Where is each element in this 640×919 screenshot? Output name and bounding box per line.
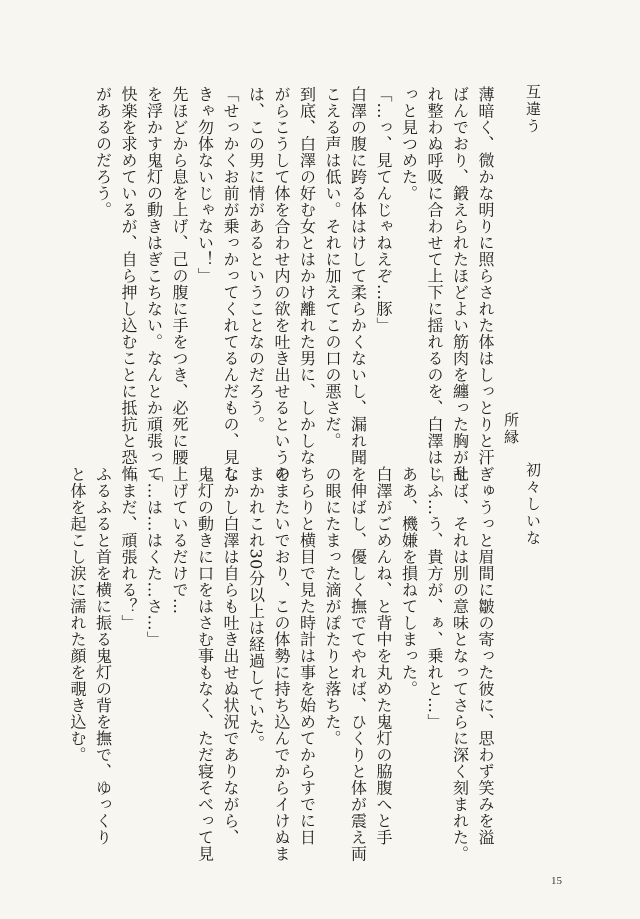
text-line: 「…っ、見てんじゃねえぞ…豚」 [374, 86, 393, 334]
text-line: 「せっかくお前が乗っかってくれてるんだもの、見な [221, 86, 240, 482]
text-line: を浮かす鬼灯の動きはぎこちない。なんとか頑張って [144, 86, 164, 482]
text-line: 上げているだけで… [170, 466, 189, 615]
text-line: をまたいでおり、この体勢に持ち込んでからイけぬま [272, 466, 291, 862]
text-line: ああ、機嫌を損ねてしまった。 [399, 466, 419, 697]
text-line: は、この男に情があるということなのだろう。 [246, 86, 266, 433]
text-line: 到底、白澤の好む女とはかけ離れた男に、しかしな [297, 86, 317, 466]
text-line: がらこうして体を合わせ内の欲を吐き出せるというの [272, 86, 291, 482]
text-line: と体を起こし涙に濡れた顔を覗き込む。 [68, 466, 87, 763]
text-line: 「まだ、頑張れる？」 [119, 466, 138, 631]
text-line: ふるふると首を横に振る鬼灯の背を撫で、ゆっくり [93, 466, 113, 846]
text-line: 鬼灯の動きに口をはさむ事もなく、ただ寝そべって見 [195, 466, 215, 862]
text-line: まかれこれ30分以上は経過していた。 [246, 466, 266, 752]
bottom-section-title: 所縁 [502, 412, 520, 446]
text-line: 「…は…はくた…さ…」 [144, 466, 164, 648]
text-line: 白澤がごめんね、と背中を丸めた鬼灯の脇腹へと手 [374, 466, 393, 846]
text-line: せば、それは別の意味となってさらに深く刻まれた。 [450, 466, 470, 862]
page-number: 15 [551, 875, 562, 887]
text-line: ばんでおり、鍛えられたほどよい筋肉を纏った胸が乱 [450, 86, 470, 482]
top-text-block [90, 86, 498, 482]
text-line: 薄暗く、微かな明りに照らされた体はしっとりと汗 [476, 86, 495, 466]
text-line: きゃ勿体ないじゃない！」 [195, 86, 215, 284]
text-line: ぎゅうっと眉間に皺の寄った彼に、思わず笑みを溢 [476, 466, 495, 846]
text-line: 先ほどから息を上げ、己の腹に手をつき、必死に腰 [170, 86, 189, 466]
text-line: 白澤の腹に跨る体はけして柔らかくないし、漏れ聞 [348, 86, 368, 466]
text-line: ちらりと横目で見た時計は事を始めてからすでに日 [297, 466, 317, 846]
text-line: こえる声は低い。それに加えてこの口の悪さだ。 [323, 86, 342, 449]
bottom-section-subtitle: 初々しいな [524, 462, 542, 547]
text-line: 「ふ…う、貴方が、ぁ、乗れと…」 [425, 466, 444, 730]
text-line: れ整わぬ呼吸に合わせて上下に揺れるのを、白澤はじ [425, 86, 444, 482]
text-line: を伸ばし、優しく撫でてやれば、ひくりと体が震え両 [348, 466, 368, 862]
top-section-title: 互違う [524, 84, 542, 135]
text-line: っと見つめた。 [399, 86, 419, 202]
text-line: しかし白澤は自らも吐き出せぬ状況でありながら、 [221, 466, 240, 846]
text-line: 快楽を求めているが、自ら押し込むことに抵抗と恐怖 [119, 86, 138, 482]
text-line: の眼にたまった滴がぽたりと落ちた。 [323, 466, 342, 747]
text-line: があるのだろう。 [93, 86, 113, 218]
bottom-text-block [65, 466, 499, 861]
